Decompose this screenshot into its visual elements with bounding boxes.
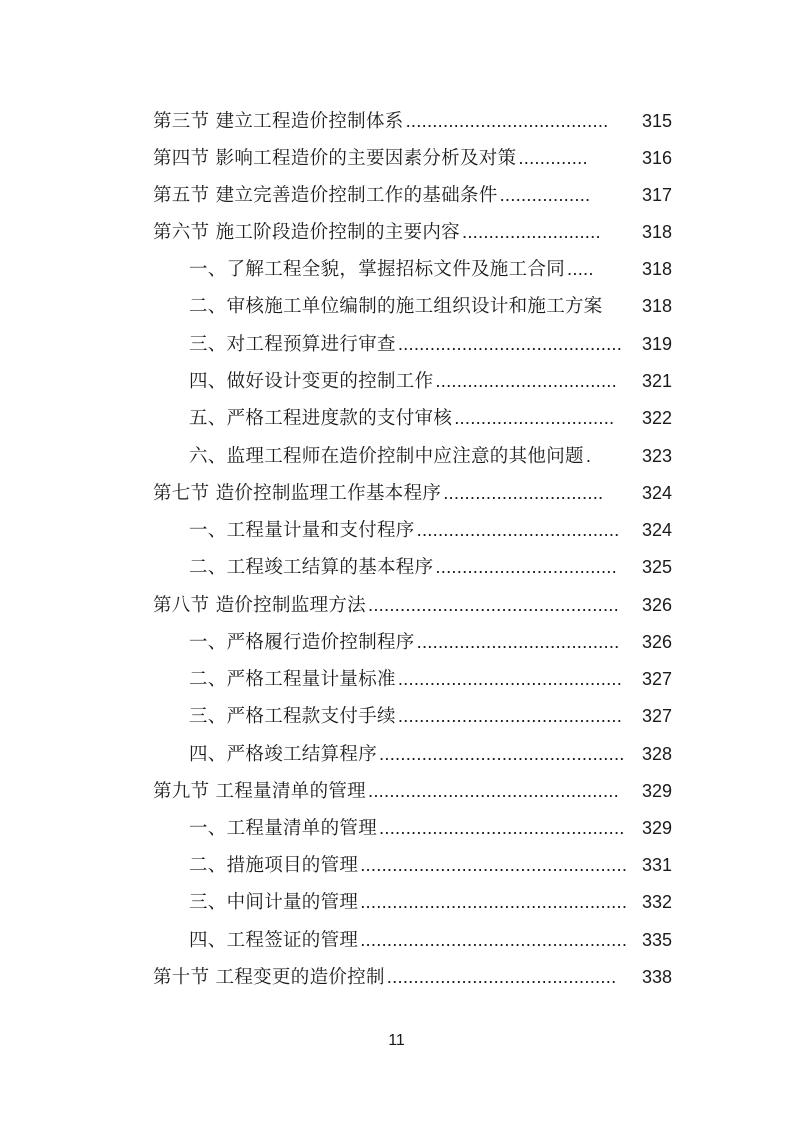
toc-entry-leader: .................................. [435, 556, 617, 577]
toc-entry-leader: ..... [567, 258, 594, 279]
toc-entry-page: 317 [641, 185, 672, 205]
toc-entry-leader: ...................................... [405, 110, 609, 131]
toc-entry-title: 第八节 造价控制监理方法 [153, 595, 366, 616]
toc-entry-page: 318 [641, 259, 672, 279]
toc-entry-title: 第十节 工程变更的造价控制 [153, 967, 385, 988]
toc-entry-leader: ............................................... [367, 594, 619, 615]
toc-entry[interactable] [189, 250, 672, 287]
toc-entry-page: 338 [641, 967, 672, 987]
toc-entry-leader: ............. [518, 147, 588, 168]
toc-entry[interactable] [189, 660, 672, 697]
toc-entry-leader: .......................................... [397, 705, 623, 726]
toc-entry[interactable] [189, 735, 672, 772]
toc-entry[interactable] [153, 176, 672, 213]
toc-entry-leader: ........................................... [386, 966, 617, 987]
toc-entry-title: 二、严格工程量计量标准 [189, 669, 396, 690]
toc-entry-leader: ................. [499, 184, 591, 205]
toc-entry-title: 一、了解工程全貌，掌握招标文件及施工合同 [189, 259, 566, 280]
toc-entry-title: 二、措施项目的管理 [189, 855, 359, 876]
toc-entry-page: 316 [641, 148, 672, 168]
toc-entry-leader: .............................. [454, 407, 615, 428]
toc-entry-title: 四、严格竣工结算程序 [189, 744, 378, 765]
toc-entry-page: 328 [641, 744, 672, 764]
toc-entry-title: 一、严格履行造价控制程序 [189, 632, 415, 653]
toc-entry-page: 322 [641, 408, 672, 428]
toc-entry[interactable] [189, 288, 672, 325]
toc-entry-title: 一、工程量计量和支付程序 [189, 520, 415, 541]
toc-entry-leader: . [585, 445, 592, 466]
toc-entry[interactable] [189, 846, 672, 883]
toc-entry[interactable] [189, 362, 672, 399]
toc-entry-title: 五、严格工程进度款的支付审核 [189, 408, 453, 429]
toc-entry-leader: ...................................... [416, 631, 620, 652]
toc-entry[interactable] [189, 437, 672, 474]
toc-entry-leader: .............................................. [379, 743, 625, 764]
toc-entry-title: 三、严格工程款支付手续 [189, 706, 396, 727]
toc-entry-title: 第四节 影响工程造价的主要因素分析及对策 [153, 148, 517, 169]
toc-entry-leader: .......................................... [397, 333, 623, 354]
toc-entry-page: 331 [641, 855, 672, 875]
toc-entry-page: 332 [641, 892, 672, 912]
toc-entry-page: 326 [641, 595, 672, 615]
toc-entry-leader: .............................. [443, 482, 604, 503]
toc-entry[interactable] [189, 325, 672, 362]
toc-entry-title: 第六节 施工阶段造价控制的主要内容 [153, 222, 460, 243]
toc-entry[interactable] [153, 772, 672, 809]
toc-entry-title: 四、工程签证的管理 [189, 930, 359, 951]
toc-entry-title: 二、审核施工单位编制的施工组织设计和施工方案 [189, 296, 603, 317]
toc-entry-page: 319 [641, 334, 672, 354]
toc-entry-leader: ...................................... [416, 519, 620, 540]
toc-entry[interactable] [189, 511, 672, 548]
toc-entry-title: 三、中间计量的管理 [189, 892, 359, 913]
toc-entry-page: 329 [641, 818, 672, 838]
toc-entry[interactable] [189, 809, 672, 846]
toc-entry-title: 二、工程竣工结算的基本程序 [189, 557, 434, 578]
toc-entry-page: 315 [641, 111, 672, 131]
toc-entry-title: 第三节 建立工程造价控制体系 [153, 111, 404, 132]
toc-entry[interactable] [189, 548, 672, 585]
toc-entry-page: 327 [641, 669, 672, 689]
toc-entry-page: 335 [641, 930, 672, 950]
toc-entry-page: 327 [641, 706, 672, 726]
toc-entry-leader: .............................................. [379, 817, 625, 838]
toc-entry-page: 324 [641, 483, 672, 503]
toc-entry-title: 三、对工程预算进行审查 [189, 334, 396, 355]
toc-entry-leader: .......................... [461, 221, 601, 242]
toc-entry[interactable] [189, 697, 672, 734]
toc-entry-title: 六、监理工程师在造价控制中应注意的其他问题 [189, 446, 584, 467]
toc-entry-page: 318 [641, 296, 672, 316]
toc-entry-page: 325 [641, 557, 672, 577]
toc-entry[interactable] [153, 139, 672, 176]
toc-entry-title: 一、工程量清单的管理 [189, 818, 378, 839]
toc-entry[interactable] [153, 102, 672, 139]
toc-entry-page: 321 [641, 371, 672, 391]
toc-entry-title: 四、做好设计变更的控制工作 [189, 371, 434, 392]
toc-entry-leader: .......................................... [397, 668, 623, 689]
toc-entry-leader: ............................................... [367, 780, 619, 801]
toc-entry-page: 318 [641, 222, 672, 242]
toc-entry-leader: .................................................. [360, 854, 628, 875]
toc-entry-page: 329 [641, 781, 672, 801]
toc-entry-title: 第五节 建立完善造价控制工作的基础条件 [153, 185, 498, 206]
toc-entry[interactable] [153, 586, 672, 623]
toc-entry[interactable] [189, 883, 672, 920]
toc-entry-leader: .................................................. [360, 929, 628, 950]
toc-entry-leader: .................................................. [360, 891, 628, 912]
toc-entry-page: 323 [641, 446, 672, 466]
toc-entry-title: 第九节 工程量清单的管理 [153, 781, 366, 802]
toc-entry[interactable] [153, 958, 672, 995]
toc-entry-page: 326 [641, 632, 672, 652]
toc-entry[interactable] [153, 213, 672, 250]
toc-entry-page: 324 [641, 520, 672, 540]
toc-entry-leader: .................................. [435, 370, 617, 391]
toc-entry[interactable] [189, 399, 672, 436]
toc-entry[interactable] [189, 921, 672, 958]
toc-entry[interactable] [153, 474, 672, 511]
toc-entry-title: 第七节 造价控制监理工作基本程序 [153, 483, 442, 504]
toc-entry[interactable] [189, 623, 672, 660]
page-number: 11 [388, 1032, 405, 1049]
